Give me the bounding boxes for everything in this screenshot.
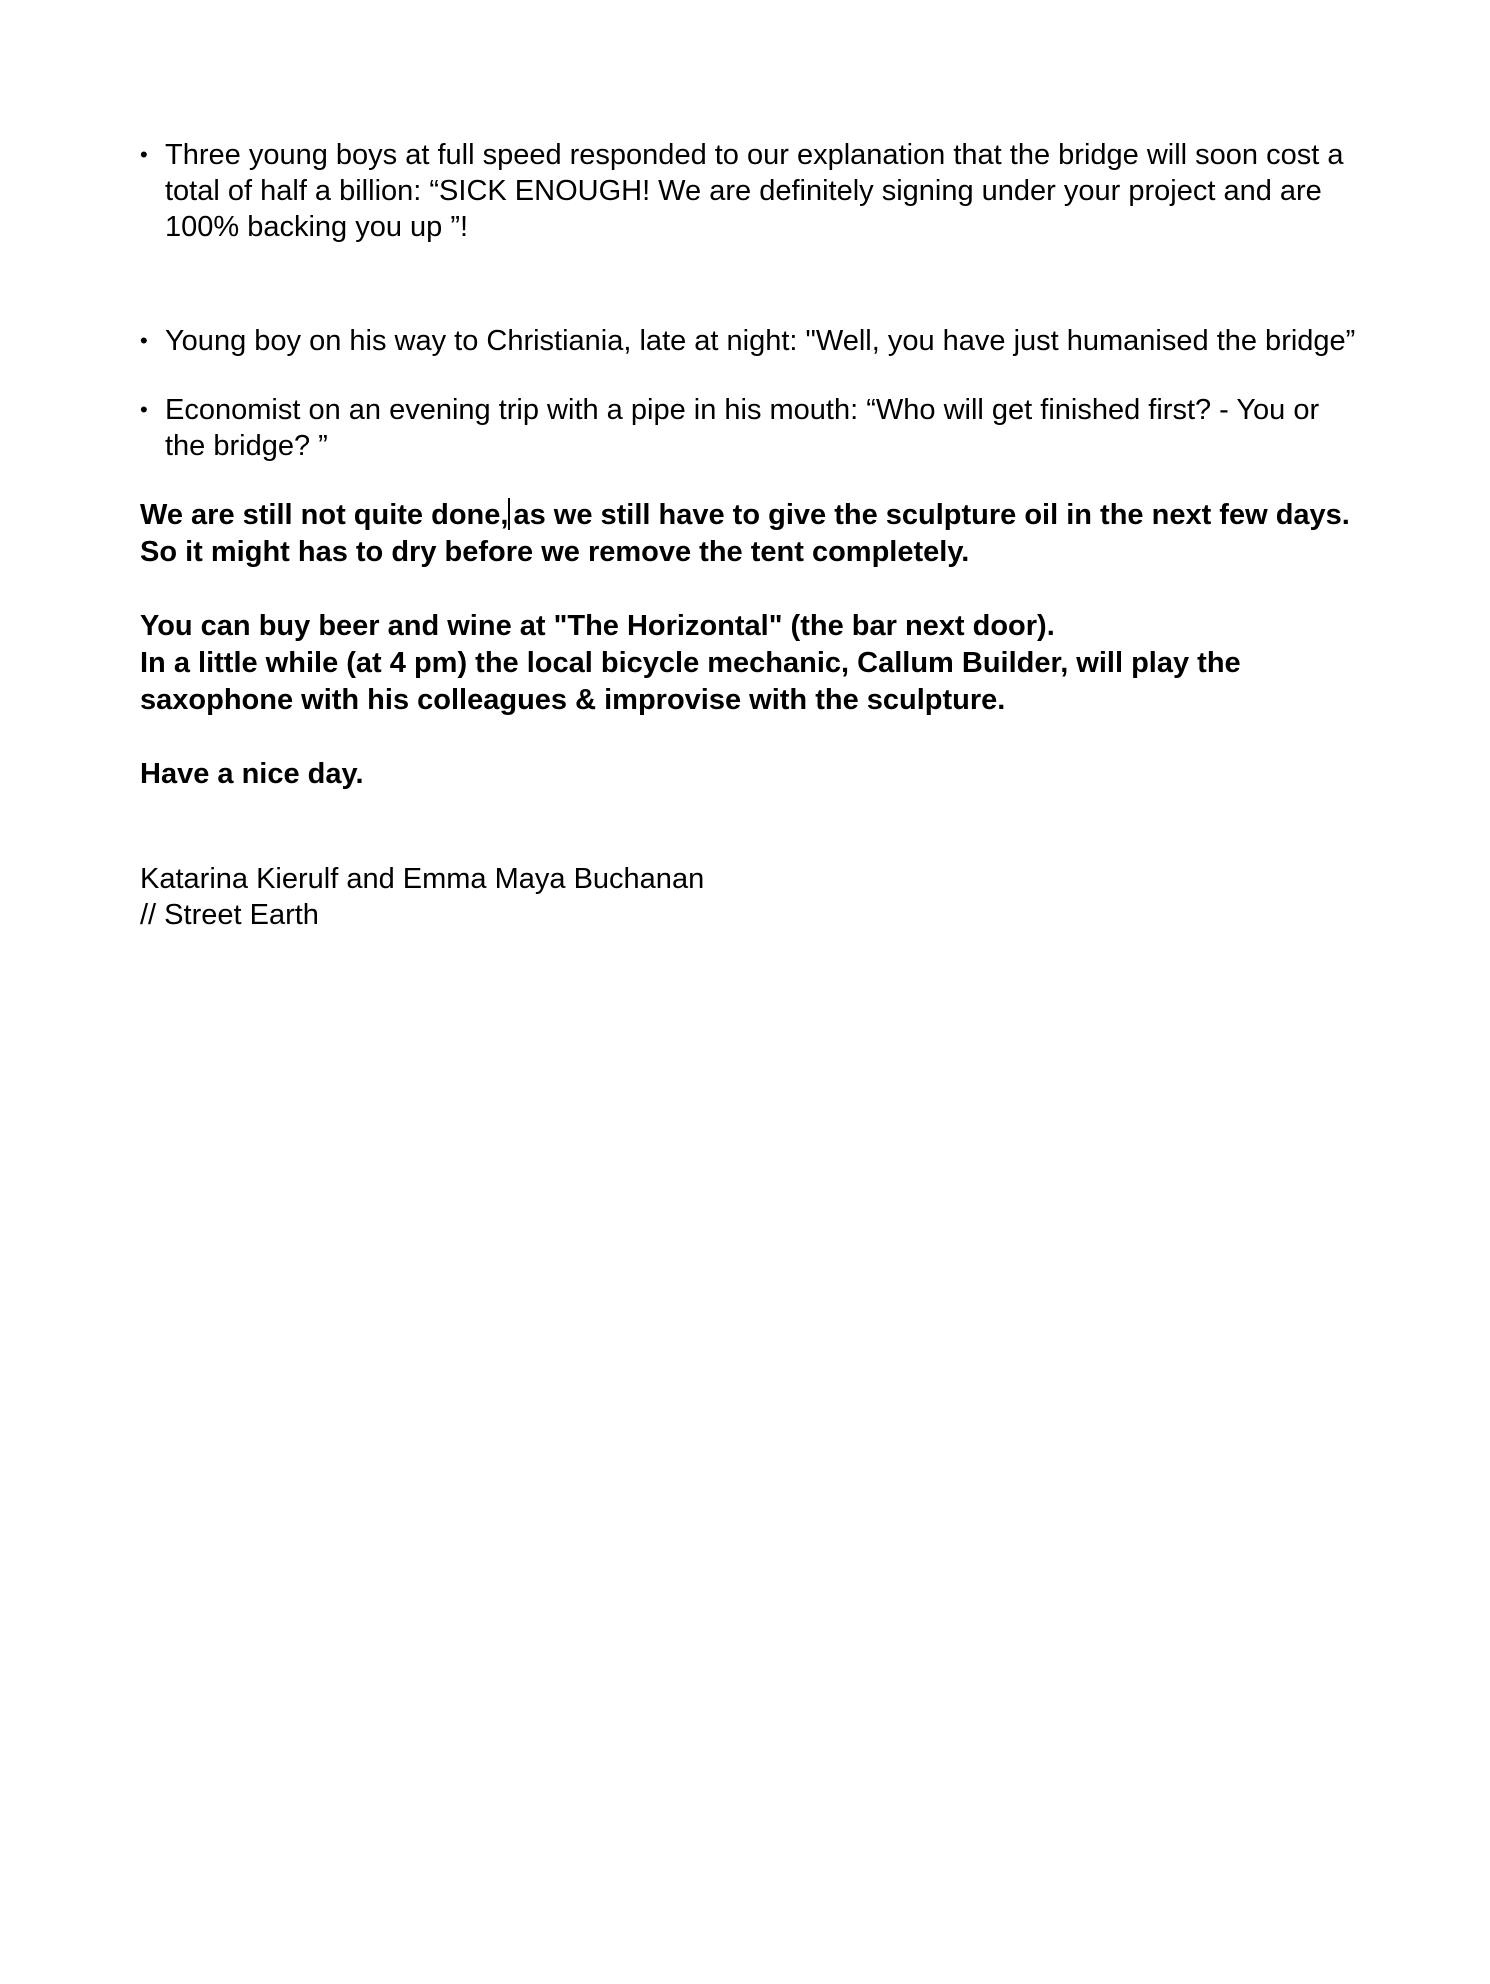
text-cursor: [508, 498, 510, 530]
bullet-icon: •: [140, 328, 148, 353]
document-body[interactable]: [140, 137, 1360, 933]
signature-names: Katarina Kierulf and Emma Maya Buchanan: [140, 863, 705, 895]
signature-group: // Street Earth: [140, 899, 319, 931]
list-item: [140, 392, 1360, 464]
paragraph-bar-and-music: [140, 608, 1360, 719]
paragraph-line-bar: You can buy beer and wine at "The Horizontal" (the bar next door).: [140, 610, 1055, 642]
list-item-text: Three young boys at full speed responded to our explanation that the bridge will soon cost a total of half a billion: “SICK ENOUGH! We are definitely signing under your project and are 100% backing you up ”!: [165, 139, 1344, 243]
paragraph-text-end: as we still have to give the sculpture oil in the next few days. So it might has to dry before we remove the tent completely.: [140, 499, 1350, 568]
bullet-icon: •: [140, 142, 148, 167]
signature-block: [140, 861, 1360, 933]
list-item: [140, 137, 1360, 245]
paragraph-nice-day: Have a nice day.: [140, 758, 364, 790]
paragraph-still-not-done: [140, 497, 1360, 571]
list-item: [140, 323, 1360, 359]
bullet-icon: •: [140, 397, 148, 422]
paragraph-line-music: In a little while (at 4 pm) the local bicycle mechanic, Callum Builder, will play the saxophone with his colleagues & improvise with the sculpture.: [140, 647, 1241, 716]
list-item-text: Economist on an evening trip with a pipe in his mouth: “Who will get finished first? - You or the bridge? ”: [165, 394, 1320, 462]
paragraph-text-start: We are still not quite done,: [140, 499, 509, 531]
list-item-text: Young boy on his way to Christiania, late at night: "Well, you have just humanised the bridge”: [165, 325, 1356, 357]
